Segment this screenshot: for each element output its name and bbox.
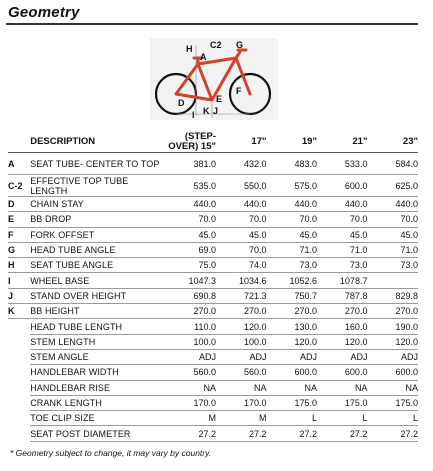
row-value: 170.0 [216,395,266,410]
row-value: 600.0 [266,365,316,380]
row-description: HANDLEBAR RISE [30,380,165,395]
row-value: 690.8 [166,288,216,303]
table-row [8,153,418,175]
row-value: NA [166,380,216,395]
row-letter [8,319,30,334]
row-value: 440.0 [166,197,216,212]
row-description: HANDLEBAR WIDTH [30,365,165,380]
row-value: 45.0 [317,227,367,242]
row-value: 270.0 [216,304,266,319]
row-value: 27.2 [216,426,266,441]
row-value: M [166,411,216,426]
row-letter: H [8,258,30,273]
page-title: Geometry [8,4,80,21]
diagram-label-d: D [178,98,185,108]
row-value: 130.0 [266,319,316,334]
row-letter [8,380,30,395]
row-value: 70.0 [166,212,216,227]
table-row [8,288,418,303]
row-value: 533.0 [317,153,367,175]
description-header: DESCRIPTION [30,132,165,153]
row-value: 70.0 [216,242,266,257]
row-value: L [367,411,418,426]
row-value: 175.0 [266,395,316,410]
row-value: 45.0 [266,227,316,242]
row-value: ADJ [216,349,266,364]
row-value: 73.0 [266,258,316,273]
table-row [8,380,418,395]
row-value: 600.0 [317,175,367,197]
row-value: 160.0 [317,319,367,334]
table-row [8,197,418,212]
row-letter: J [8,288,30,303]
row-value: 270.0 [266,304,316,319]
row-value: L [317,411,367,426]
row-value: 73.0 [367,258,418,273]
row-value: 71.0 [317,242,367,257]
row-value: 120.0 [317,334,367,349]
row-value: 270.0 [367,304,418,319]
row-value: 483.0 [266,153,316,175]
row-value: 550.0 [216,175,266,197]
row-value: 1047.3 [166,273,216,288]
table-row [8,258,418,273]
row-letter: I [8,273,30,288]
row-value: 27.2 [166,426,216,441]
row-value: 440.0 [317,197,367,212]
row-description: STEM LENGTH [30,334,165,349]
row-value: 175.0 [317,395,367,410]
footnote: * Geometry subject to change, it may vary by country. [10,448,212,458]
row-value: NA [216,380,266,395]
row-value: 71.0 [266,242,316,257]
row-value: NA [266,380,316,395]
row-letter: F [8,227,30,242]
diagram-label-i: I [192,110,195,120]
row-value: ADJ [266,349,316,364]
bike-geometry-diagram [150,38,278,120]
diagram-label-e: E [216,94,223,104]
title-divider [6,23,418,25]
row-value: 560.0 [216,365,266,380]
diagram-label-h: H [186,44,193,54]
row-letter: K [8,304,30,319]
row-value: 170.0 [166,395,216,410]
row-value: 70.0 [367,212,418,227]
row-description: WHEEL BASE [30,273,165,288]
diagram-label-j: J [213,106,219,116]
row-description: SEAT TUBE ANGLE [30,258,165,273]
row-value: 120.0 [367,334,418,349]
row-description: STAND OVER HEIGHT [30,288,165,303]
row-value: 27.2 [266,426,316,441]
row-value: 71.0 [367,242,418,257]
row-value [367,273,418,288]
table-row [8,349,418,364]
row-value: 70.0 [266,212,316,227]
row-value: 750.7 [266,288,316,303]
table-header-row [8,132,418,153]
row-letter [8,411,30,426]
row-value: M [216,411,266,426]
row-value: 73.0 [317,258,367,273]
geometry-table [8,132,418,442]
row-value: 1034.6 [216,273,266,288]
row-value: 120.0 [216,319,266,334]
row-value: 27.2 [317,426,367,441]
bike-frame-svg [150,38,278,120]
size-header-17: 17" [216,132,266,153]
table-row [8,227,418,242]
row-value: 120.0 [266,334,316,349]
row-value: 625.0 [367,175,418,197]
geometry-header [6,4,418,25]
table-row [8,175,418,197]
size-header-21: 21" [317,132,367,153]
row-value: 1078.7 [317,273,367,288]
row-value: 70.0 [216,212,266,227]
row-value: 75.0 [166,258,216,273]
row-letter [8,334,30,349]
row-value: 600.0 [317,365,367,380]
diagram-label-f: F [236,86,242,96]
row-letter [8,395,30,410]
size-header-19: 19" [266,132,316,153]
row-value: 270.0 [166,304,216,319]
row-value: ADJ [367,349,418,364]
row-description: EFFECTIVE TOP TUBE LENGTH [30,175,165,197]
row-description: SEAT TUBE- CENTER TO TOP [30,153,165,175]
diagram-label-a: A [200,52,207,62]
row-value: 829.8 [367,288,418,303]
row-value: 584.0 [367,153,418,175]
row-value: 787.8 [317,288,367,303]
row-letter [8,365,30,380]
row-description: CHAIN STAY [30,197,165,212]
row-letter: C-2 [8,175,30,197]
row-value: 190.0 [367,319,418,334]
row-value: 45.0 [367,227,418,242]
size-header-23: 23" [367,132,418,153]
row-description: SEAT POST DIAMETER [30,426,165,441]
row-value: 27.2 [367,426,418,441]
row-value: 69.0 [166,242,216,257]
table-row [8,242,418,257]
letter-header [8,132,30,153]
row-value: 721.3 [216,288,266,303]
row-value: ADJ [317,349,367,364]
row-description: BB HEIGHT [30,304,165,319]
table-row [8,273,418,288]
table-row [8,212,418,227]
row-value: 100.0 [216,334,266,349]
row-value: 110.0 [166,319,216,334]
table-row [8,319,418,334]
row-description: CRANK LENGTH [30,395,165,410]
row-description: HEAD TUBE ANGLE [30,242,165,257]
row-value: 100.0 [166,334,216,349]
row-value: 45.0 [166,227,216,242]
row-value: 432.0 [216,153,266,175]
row-value: 74.0 [216,258,266,273]
row-value: 535.0 [166,175,216,197]
row-description: TOE CLIP SIZE [30,411,165,426]
diagram-label-g: G [236,40,244,50]
row-letter [8,349,30,364]
row-value: 560.0 [166,365,216,380]
table-row [8,411,418,426]
row-value: 45.0 [216,227,266,242]
row-letter: G [8,242,30,257]
row-description: BB DROP [30,212,165,227]
row-letter: D [8,197,30,212]
row-value: 381.0 [166,153,216,175]
table-row [8,426,418,441]
row-value: 270.0 [317,304,367,319]
row-value: 440.0 [266,197,316,212]
row-letter: E [8,212,30,227]
row-value: NA [367,380,418,395]
row-value: 575.0 [266,175,316,197]
row-value: 1052.6 [266,273,316,288]
table-row [8,365,418,380]
row-description: HEAD TUBE LENGTH [30,319,165,334]
row-value: 70.0 [317,212,367,227]
size-header-15: (STEP-OVER) 15" [166,132,216,153]
row-description: FORK OFFSET [30,227,165,242]
diagram-label-k: K [203,106,210,116]
table-row [8,304,418,319]
row-value: 600.0 [367,365,418,380]
row-letter: A [8,153,30,175]
row-letter [8,426,30,441]
row-value: 440.0 [367,197,418,212]
diagram-label-c2: C2 [210,40,222,50]
geometry-table-body [8,153,418,442]
row-value: 175.0 [367,395,418,410]
table-row [8,334,418,349]
row-description: STEM ANGLE [30,349,165,364]
row-value: NA [317,380,367,395]
row-value: L [266,411,316,426]
row-value: ADJ [166,349,216,364]
row-value: 440.0 [216,197,266,212]
table-row [8,395,418,410]
